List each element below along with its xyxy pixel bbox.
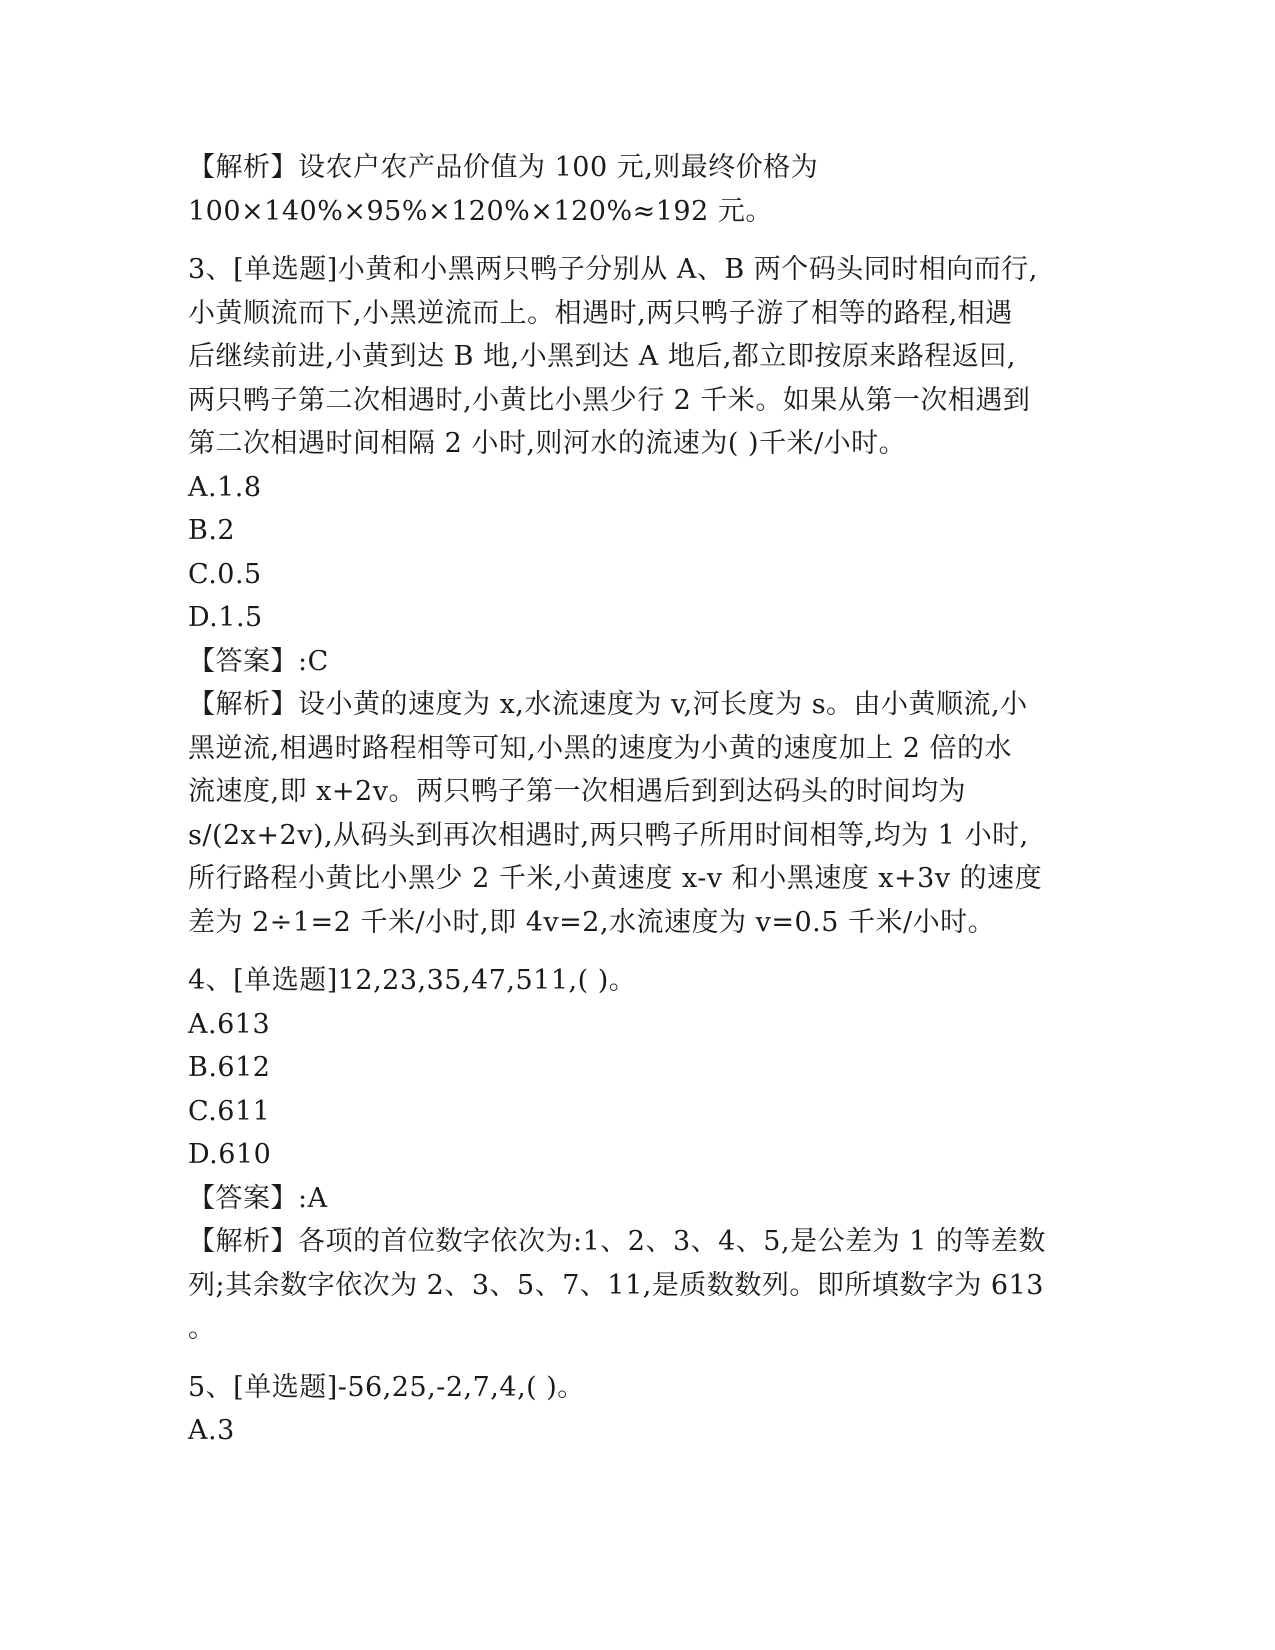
analysis-line: 所行路程小黄比小黑少 2 千米,小黄速度 x-v 和小黑速度 x+3v 的速度 bbox=[188, 863, 1043, 894]
option-a: A.3 bbox=[188, 1415, 235, 1446]
option-c: C.611 bbox=[188, 1095, 271, 1127]
option-a: A.613 bbox=[188, 1008, 271, 1040]
option-b: B.612 bbox=[188, 1052, 271, 1083]
analysis-line: 差为 2÷1=2 千米/小时,即 4v=2,水流速度为 v=0.5 千米/小时。 bbox=[188, 906, 996, 938]
option-c: C.0.5 bbox=[188, 558, 262, 590]
answer: 【答案】:A bbox=[188, 1182, 328, 1214]
question-stem: 4、[单选题]12,23,35,47,511,( )。 bbox=[188, 965, 637, 996]
analysis-line: 。 bbox=[188, 1313, 216, 1344]
document-page bbox=[188, 146, 1088, 1453]
question-stem-line: 两只鸭子第二次相遇时,小黄比小黑少行 2 千米。如果从第一次相遇到 bbox=[188, 384, 1031, 416]
question-5 bbox=[188, 1366, 1088, 1453]
analysis-line: 【解析】各项的首位数字依次为:1、2、3、4、5,是公差为 1 的等差数 bbox=[188, 1226, 1046, 1257]
analysis-line: 列;其余数字依次为 2、3、5、7、11,是质数数列。即所填数字为 613 bbox=[188, 1269, 1044, 1301]
question-3 bbox=[188, 248, 1088, 944]
option-b: B.2 bbox=[188, 515, 236, 546]
analysis-line: 黑逆流,相遇时路程相等可知,小黑的速度为小黄的速度加上 2 倍的水 bbox=[188, 732, 1013, 764]
option-d: D.1.5 bbox=[188, 602, 263, 633]
analysis-line: 100×140%×95%×120%×120%≈192 元。 bbox=[188, 195, 773, 227]
answer: 【答案】:C bbox=[188, 645, 329, 677]
analysis-line: 【解析】设农户农产品价值为 100 元,则最终价格为 bbox=[188, 152, 819, 183]
option-d: D.610 bbox=[188, 1139, 272, 1170]
question-stem-line: 第二次相遇时间相隔 2 小时,则河水的流速为( )千米/小时。 bbox=[188, 428, 907, 459]
analysis-line: s/(2x+2v),从码头到再次相遇时,两只鸭子所用时间相等,均为 1 小时, bbox=[188, 819, 1029, 851]
question-stem-line: 后继续前进,小黄到达 B 地,小黑到达 A 地后,都立即按原来路程返回, bbox=[188, 341, 1016, 372]
question-2-analysis bbox=[188, 146, 1088, 233]
question-stem-line: 小黄顺流而下,小黑逆流而上。相遇时,两只鸭子游了相等的路程,相遇 bbox=[188, 297, 1013, 329]
analysis-line: 流速度,即 x+2v。两只鸭子第一次相遇后到到达码头的时间均为 bbox=[188, 776, 966, 807]
analysis-line: 【解析】设小黄的速度为 x,水流速度为 v,河长度为 s。由小黄顺流,小 bbox=[188, 689, 1028, 720]
question-stem: 5、[单选题]-56,25,-2,7,4,( )。 bbox=[188, 1371, 585, 1403]
option-a: A.1.8 bbox=[188, 471, 262, 503]
question-4 bbox=[188, 959, 1088, 1351]
question-stem-line: 3、[单选题]小黄和小黑两只鸭子分别从 A、B 两个码头同时相向而行, bbox=[188, 254, 1038, 285]
